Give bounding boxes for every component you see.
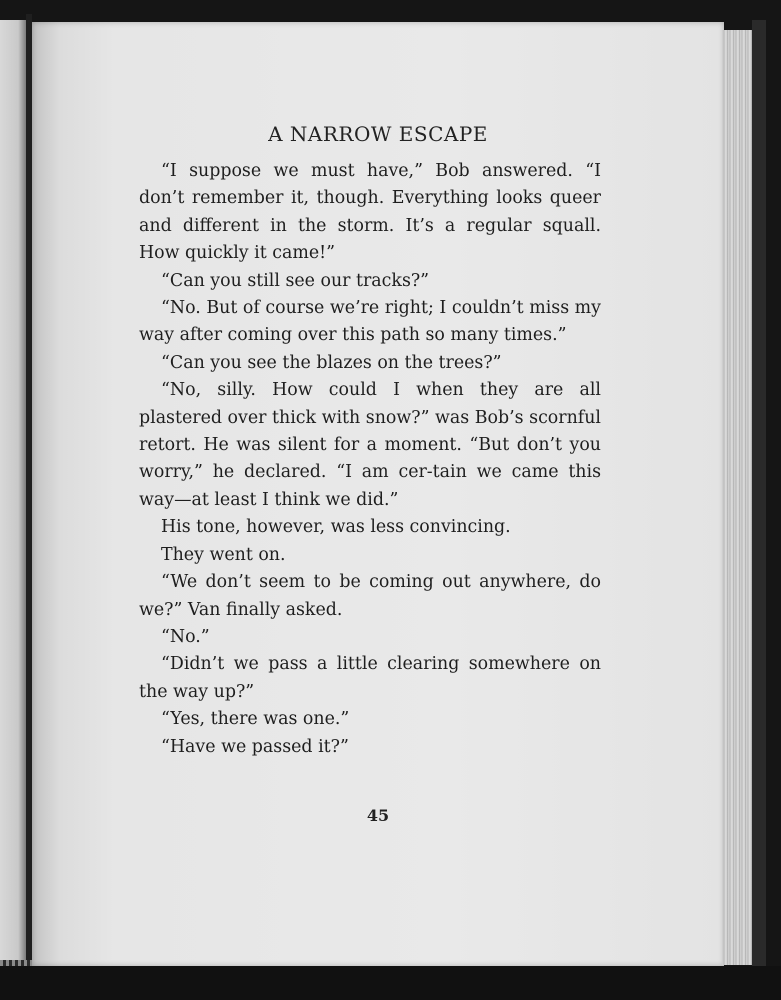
- page-stack-edge: [722, 30, 752, 965]
- paragraph: His tone, however, was less convincing.: [161, 517, 511, 538]
- paragraph: “Have we passed it?”: [161, 736, 349, 757]
- paragraph: “Can you see the blazes on the trees?”: [161, 352, 502, 373]
- body-text: [139, 158, 601, 761]
- previous-page-edge: [0, 20, 26, 970]
- paragraph: “No. But of course we’re right; I couldn’t miss my way after coming over this path so many times.”: [139, 298, 601, 346]
- book-cover-edge: [752, 20, 766, 980]
- running-head: A NARROW ESCAPE: [268, 122, 488, 146]
- paragraph: “Can you still see our tracks?”: [161, 270, 430, 291]
- paragraph: “No, silly. How could I when they are all plastered over thick with snow?” was Bob’s scornful retort. He was silent for a moment. “But don’t you worry,” he declared. “I am cer-tain we came this way—at least I think we did.”: [139, 380, 601, 510]
- book-page: [32, 22, 724, 966]
- paragraph: “We don’t seem to be coming out anywhere, do we?” Van finally asked.: [139, 572, 601, 620]
- paragraph: “Didn’t we pass a little clearing somewhere on the way up?”: [139, 654, 601, 702]
- paragraph: “Yes, there was one.”: [161, 709, 350, 730]
- paragraph: “I suppose we must have,” Bob answered. “I don’t remember it, though. Everything looks queer and different in the storm. It’s a regular squall. How quickly it came!”: [139, 161, 601, 264]
- paragraph: “No.”: [161, 626, 210, 647]
- background-band: [0, 966, 781, 1000]
- page-number: 45: [366, 806, 390, 825]
- paragraph: They went on.: [161, 544, 286, 565]
